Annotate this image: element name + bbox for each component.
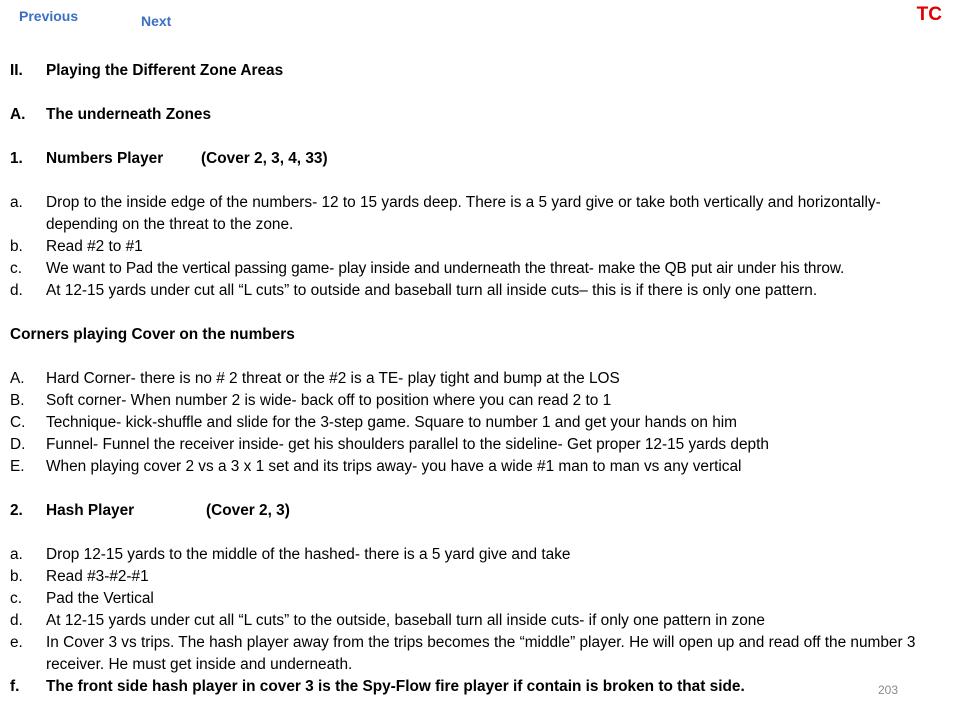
- list-item: b. Read #3-#2-#1: [10, 568, 149, 585]
- numbers-player-title: Numbers Player: [46, 150, 164, 167]
- list-item: C. Technique- kick-shuffle and slide for the 3-step game. Square to number 1 and get your hands on him: [10, 414, 737, 431]
- next-link[interactable]: Next: [141, 13, 172, 29]
- list-item: E. When playing cover 2 vs a 3 x 1 set and its trips away- you have a wide #1 man to man vs any vertical: [10, 458, 742, 475]
- page-number: 203: [878, 683, 899, 697]
- tc-link[interactable]: TC: [916, 4, 942, 25]
- list-item: c. We want to Pad the vertical passing game- play inside and underneath the threat- make the QB put air under his throw.: [10, 260, 845, 277]
- corners-heading: Corners playing Cover on the numbers: [10, 326, 295, 343]
- numbers-player-cover: (Cover 2, 3, 4, 33): [201, 150, 328, 167]
- list-item: a. Drop 12-15 yards to the middle of the hashed- there is a 5 yard give and take: [10, 546, 571, 563]
- list-item: a. Drop to the inside edge of the numbers- 12 to 15 yards deep. There is a 5 yard give or take both vertically and horizontally- depending on the threat to the zone.: [10, 194, 881, 233]
- list-item: c. Pad the Vertical: [10, 590, 154, 607]
- section-heading-ii: II. Playing the Different Zone Areas: [10, 62, 284, 79]
- list-item: d. At 12-15 yards under cut all “L cuts” to the outside, baseball turn all inside cuts- if only one pattern in zone: [10, 612, 765, 629]
- list-item: B. Soft corner- When number 2 is wide- back off to position where you can read 2 to 1: [10, 392, 612, 409]
- section-heading-a: A. The underneath Zones: [10, 106, 212, 123]
- hash-player-title: Hash Player: [46, 502, 135, 519]
- list-item: D. Funnel- Funnel the receiver inside- get his shoulders parallel to the sideline- Get proper 12-15 yards depth: [10, 436, 769, 453]
- previous-link[interactable]: Previous: [19, 8, 79, 24]
- list-item: d. At 12-15 yards under cut all “L cuts” to outside and baseball turn all inside cuts– this is if there is only one pattern.: [10, 282, 818, 299]
- list-item: f. The front side hash player in cover 3 is the Spy-Flow fire player if contain is broken to that side.: [10, 678, 745, 695]
- list-item: b. Read #2 to #1: [10, 238, 143, 255]
- hash-player-heading: 2. Hash Player (Cover 2, 3): [10, 500, 955, 522]
- list-item: A. Hard Corner- there is no # 2 threat or the #2 is a TE- play tight and bump at the LOS: [10, 370, 620, 387]
- hash-player-cover: (Cover 2, 3): [206, 502, 290, 519]
- list-item: e. In Cover 3 vs trips. The hash player away from the trips becomes the “middle” player. He will open up and read off the number 3 receiver. He must get inside and underneath.: [10, 634, 916, 673]
- numbers-player-heading: 1. Numbers Player (Cover 2, 3, 4, 33): [10, 148, 955, 170]
- document-body: [10, 60, 955, 698]
